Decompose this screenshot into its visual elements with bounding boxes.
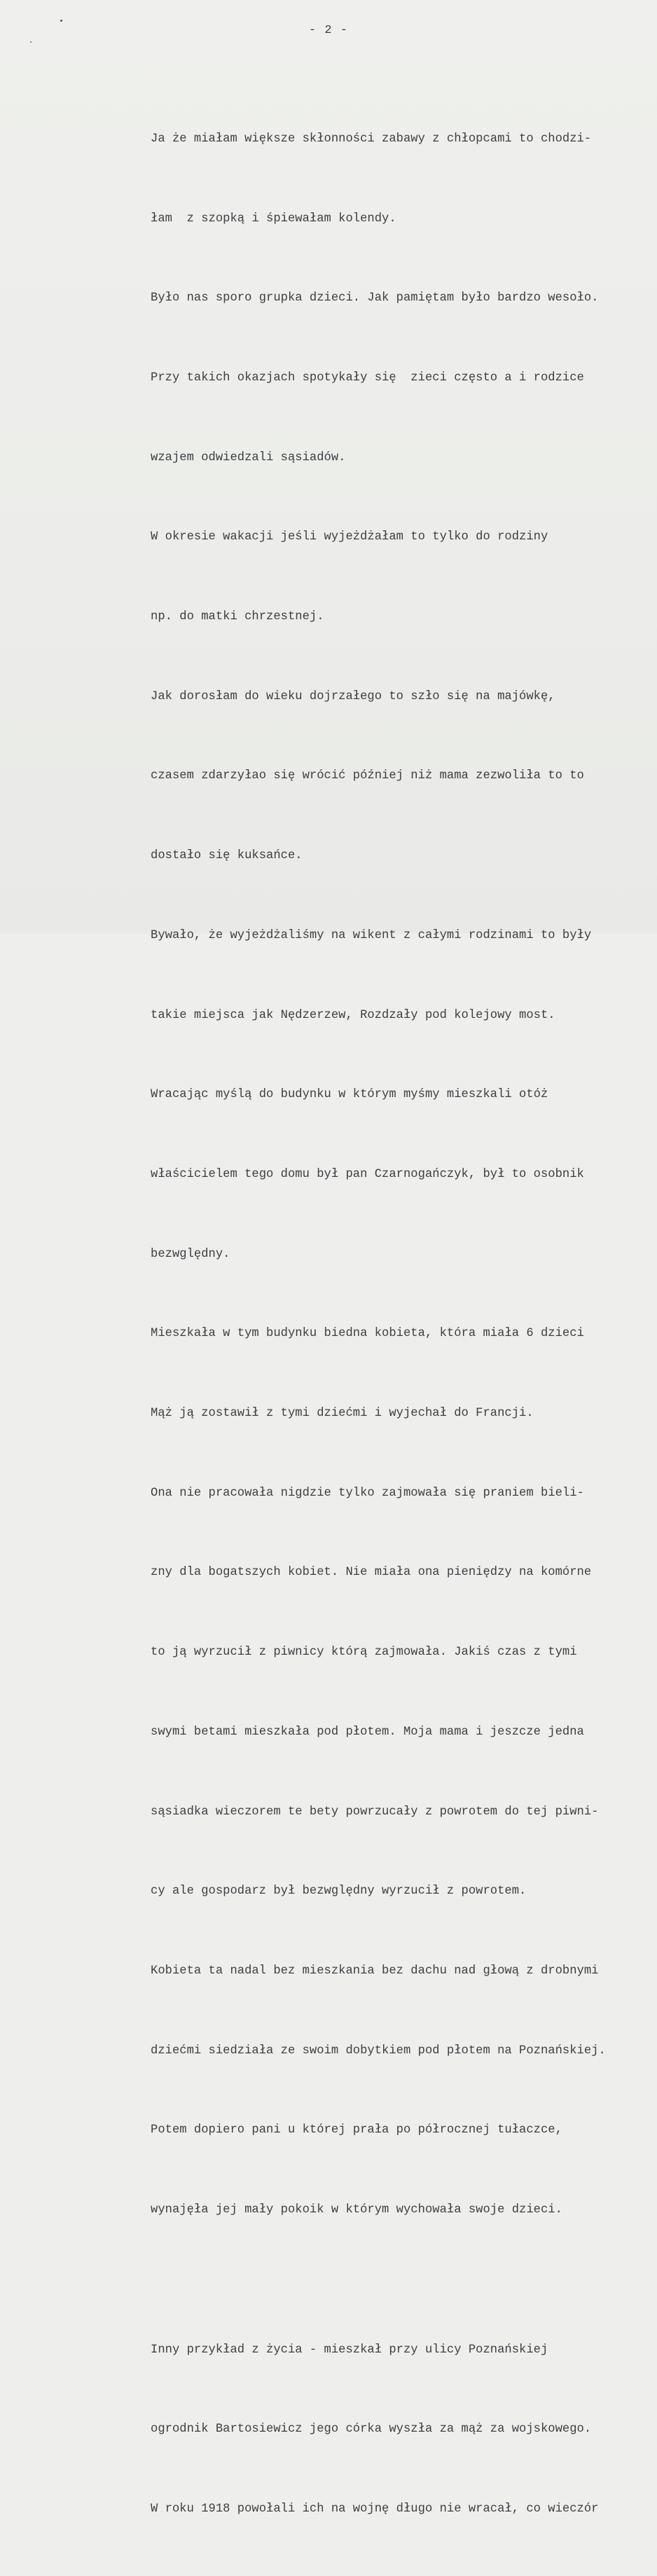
text-line: W roku 1918 powołali ich na wojnę długo nie wracał, co wieczór [151,2502,599,2516]
text-line: Bywało, że wyjeżdżaliśmy na wikent z całymi rodzinami to były [151,928,592,942]
text-line: np. do matki chrzestnej. [151,610,324,624]
text-line: ogrodnik Bartosiewicz jego córka wyszła za mąż za wojskowego. [151,2423,592,2437]
ink-speck [30,41,32,43]
text-line: Ona nie pracowała nigdzie tylko zajmowała się praniem bieli- [151,1486,584,1500]
text-line: Potem dopiero pani u której prała po półrocznej tułaczce, [151,2123,562,2137]
ink-speck [60,20,62,22]
text-line: Przy takich okazjach spotykały się zieci często a i rodzice [151,371,584,385]
text-line: Inny przykład z życia - mieszkał przy ulicy Poznańskiej [151,2343,548,2357]
text-line: Było nas sporo grupka dzieci. Jak pamiętam było bardzo wesoło. [151,291,599,305]
text-line: bezwględny. [151,1247,230,1261]
typewritten-body [151,73,655,2576]
text-line: swymi betami mieszkała pod płotem. Moja mama i jeszcze jedna [151,1725,584,1739]
text-line: Kobieta ta nadal bez mieszkania bez dachu nad głową z drobnymi [151,1964,599,1978]
text-line: Mieszkała w tym budynku biedna kobieta, która miała 6 dzieci [151,1327,584,1341]
text-line: takie miejsca jak Nędzerzew, Rozdzały pod kolejowy most. [151,1008,555,1022]
text-line: Wracając myślą do budynku w którym myśmy mieszkali otóż [151,1088,548,1102]
text-line: wzajem odwiedzali sąsiadów. [151,450,346,464]
text-line: Jak dorosłam do wieku dojrzałego to szło się na majówkę, [151,689,555,703]
text-line: Ja że miałam większe skłonności zabawy z chłopcami to chodzi- [151,132,592,146]
text-line: Mąż ją zostawił z tymi dziećmi i wyjechał do Francji. [151,1407,534,1421]
text-line: zny dla bogatszych kobiet. Nie miała ona pieniędzy na komórne [151,1566,592,1580]
text-line: W okresie wakacji jeśli wyjeżdżałam to tylko do rodziny [151,530,548,544]
text-line: dziećmi siedziała ze swoim dobytkiem pod płotem na Poznańskiej. [151,2044,606,2058]
text-line: wynajęła jej mały pokoik w którym wychowała swoje dzieci. [151,2203,562,2217]
text-line: to ją wyrzucił z piwnicy którą zajmowała. Jakiś czas z tymi [151,1646,577,1660]
text-line: łam z szopką i śpiewałam kolendy. [151,212,396,226]
text-line: właścicielem tego domu był pan Czarnogańczyk, był to osobnik [151,1167,584,1181]
text-line: czasem zdarzyłao się wrócić później niż mama zezwoliła to to [151,769,584,783]
page-number: - 2 - [308,24,348,37]
paragraph-gap [151,2277,655,2284]
text-line: dostało się kuksańce. [151,849,303,863]
text-line: sąsiadka wieczorem te bety powrzucały z powrotem do tej piwni- [151,1805,599,1819]
text-line: cy ale gospodarz był bezwględny wyrzucił z powrotem. [151,1885,527,1899]
